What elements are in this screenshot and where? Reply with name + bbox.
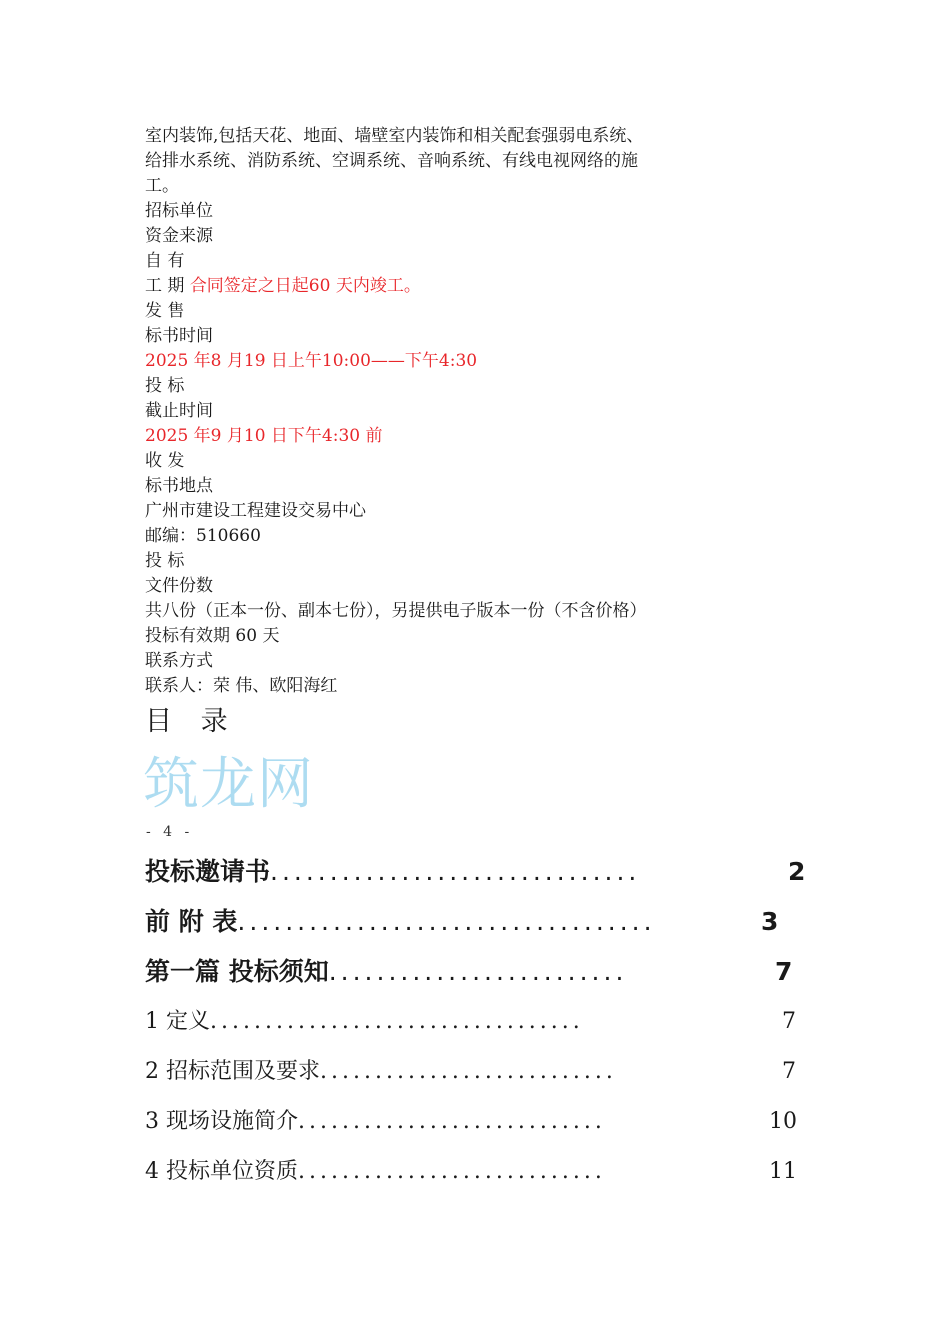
toc-entry-page: 7	[782, 1059, 796, 1084]
body-line: 广州市建设工程建设交易中心	[145, 501, 366, 521]
body-line: 邮编：510660	[145, 526, 261, 546]
toc-entry-site-facilities[interactable]	[145, 1100, 810, 1150]
toc-leader-dots: ..................................	[210, 1009, 584, 1034]
construction-period-value: 合同签定之日起60 天内竣工。	[189, 276, 421, 296]
toc-entry-page: 7	[782, 1009, 796, 1034]
body-line: 文件份数	[145, 576, 213, 596]
toc-entry-title: 2 招标范围及要求	[145, 1059, 320, 1084]
toc-entry-page: 2	[788, 857, 806, 886]
watermark-logo: 筑龙网	[143, 752, 314, 817]
body-line: 联系人：荣 伟、欧阳海红	[145, 676, 338, 696]
toc-entry-data-sheet[interactable]	[145, 900, 810, 950]
toc-entry-page: 10	[769, 1109, 797, 1134]
toc-leader-dots: ...................................	[237, 907, 656, 936]
body-line: 工。	[145, 176, 179, 196]
toc-entry-title: 前 附 表	[145, 907, 238, 936]
toc-entry-page: 7	[775, 957, 793, 986]
toc-entry-part-one[interactable]	[145, 950, 810, 1000]
toc-leader-dots: ............................	[298, 1109, 606, 1134]
table-of-contents	[145, 850, 810, 1200]
body-line: 截止时间	[145, 401, 213, 421]
toc-entry-invitation[interactable]	[145, 850, 810, 900]
toc-entry-title: 3 现场设施简介	[145, 1109, 298, 1134]
toc-leader-dots: .........................	[328, 957, 628, 986]
body-line: 招标单位	[145, 201, 213, 221]
body-line: 标书时间	[145, 326, 213, 346]
page-number: - 4 -	[146, 824, 194, 840]
toc-entry-title: 1 定义	[145, 1009, 210, 1034]
body-line: 收 发	[145, 451, 185, 471]
body-line: 投标有效期 60 天	[145, 626, 280, 646]
body-line: 投 标	[145, 376, 185, 396]
toc-entry-title: 4 投标单位资质	[145, 1159, 298, 1184]
body-text	[145, 124, 745, 699]
body-line: 共八份（正本一份、副本七份），另提供电子版本一份（不含价格）	[145, 601, 647, 621]
body-line: 给排水系统、消防系统、空调系统、音响系统、有线电视网络的施	[145, 151, 638, 171]
body-line: 室内装饰,包括天花、地面、墙壁室内装饰和相关配套强弱电系统、	[145, 126, 644, 146]
toc-entry-page: 11	[769, 1159, 797, 1184]
toc-entry-page: 3	[761, 907, 779, 936]
construction-period-label: 工 期	[145, 276, 190, 296]
body-line: 自 有	[145, 251, 185, 271]
toc-leader-dots: ............................	[298, 1159, 606, 1184]
body-line: 联系方式	[145, 651, 213, 671]
toc-heading: 目 录	[145, 706, 238, 737]
body-line: 资金来源	[145, 226, 213, 246]
body-line: 标书地点	[145, 476, 213, 496]
sale-time-value: 2025 年8 月19 日上午10:00——下午4:30	[145, 351, 478, 371]
body-line-construction-period	[145, 274, 745, 299]
toc-leader-dots: ...........................	[320, 1059, 617, 1084]
toc-leader-dots: ...............................	[270, 857, 641, 886]
toc-entry-qualifications[interactable]	[145, 1150, 810, 1200]
body-line: 发 售	[145, 301, 185, 321]
body-line: 投 标	[145, 551, 185, 571]
toc-entry-title: 投标邀请书	[145, 857, 271, 886]
toc-entry-title: 第一篇 投标须知	[145, 957, 329, 986]
deadline-value: 2025 年9 月10 日下午4:30 前	[145, 426, 383, 446]
toc-entry-definitions[interactable]	[145, 1000, 810, 1050]
toc-entry-scope[interactable]	[145, 1050, 810, 1100]
